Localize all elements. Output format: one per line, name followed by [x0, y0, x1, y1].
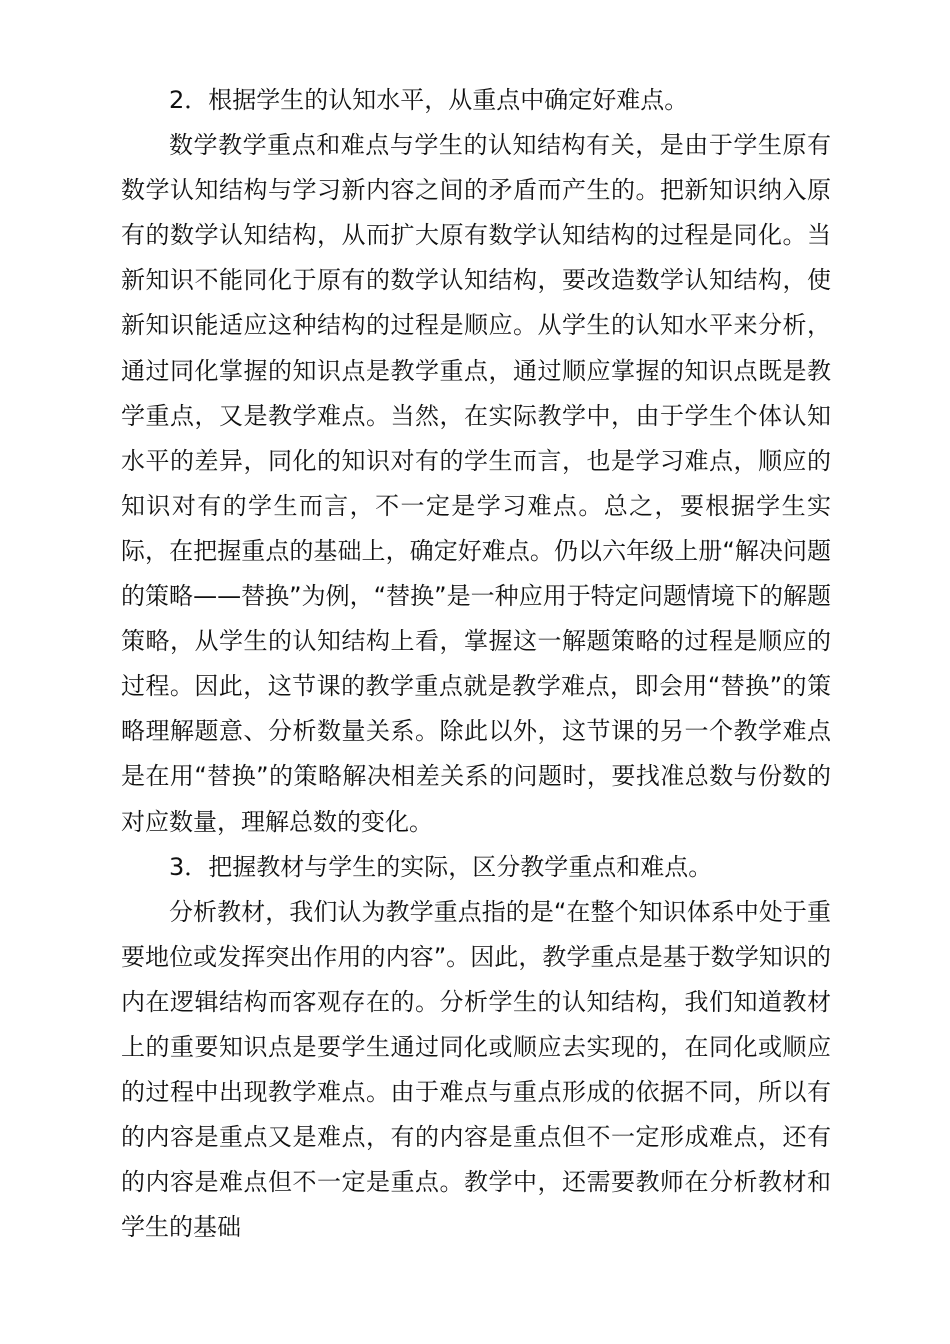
body-paragraph-1: 数学教学重点和难点与学生的认知结构有关，是由于学生原有数学认知结构与学习新内容之间的矛盾而产生的。把新知识纳入原有的数学认知结构，从而扩大原有数学认知结构的过程是同化。当新知识不能同化于原有的数学认知结构，要改造数学认知结构，使新知识能适应这种结构的过程是顺应。从学生的认知水平来分析，通过同化掌握的知识点是教学重点，通过顺应掌握的知识点既是教学重点，又是教学难点。当然，在实际教学中，由于学生个体认知水平的差异，同化的知识对有的学生而言，也是学习难点，顺应的知识对有的学生而言，不一定是学习难点。总之，要根据学生实际，在把握重点的基础上，确定好难点。仍以六年级上册“解决问题的策略——替换”为例，“替换”是一种应用于特定问题情境下的解题策略，从学生的认知结构上看，掌握这一解题策略的过程是顺应的过程。因此，这节课的教学重点就是教学难点，即会用“替换”的策略理解题意、分析数量关系。除此以外，这节课的另一个教学难点是在用“替换”的策略解决相差关系的问题时，要找准总数与份数的对应数量，理解总数的变化。: [121, 131, 831, 836]
body-paragraph-2: 分析教材，我们认为教学重点指的是“在整个知识体系中处于重要地位或发挥突出作用的内容”。因此，教学重点是基于数学知识的内在逻辑结构而客观存在的。分析学生的认知结构，我们知道教材上的重要知识点是要学生通过同化或顺应去实现的，在同化或顺应的过程中出现教学难点。由于难点与重点形成的依据不同，所以有的内容是重点又是难点，有的内容是重点但不一定形成难点，还有的内容是难点但不一定是重点。教学中，还需要教师在分析教材和学生的基础: [121, 897, 831, 1242]
section-heading-3: 3．把握教材与学生的实际，区分教学重点和难点。: [169, 852, 713, 881]
document-page: [121, 78, 831, 1250]
section-heading-2: 2．根据学生的认知水平，从重点中确定好难点。: [169, 86, 689, 114]
